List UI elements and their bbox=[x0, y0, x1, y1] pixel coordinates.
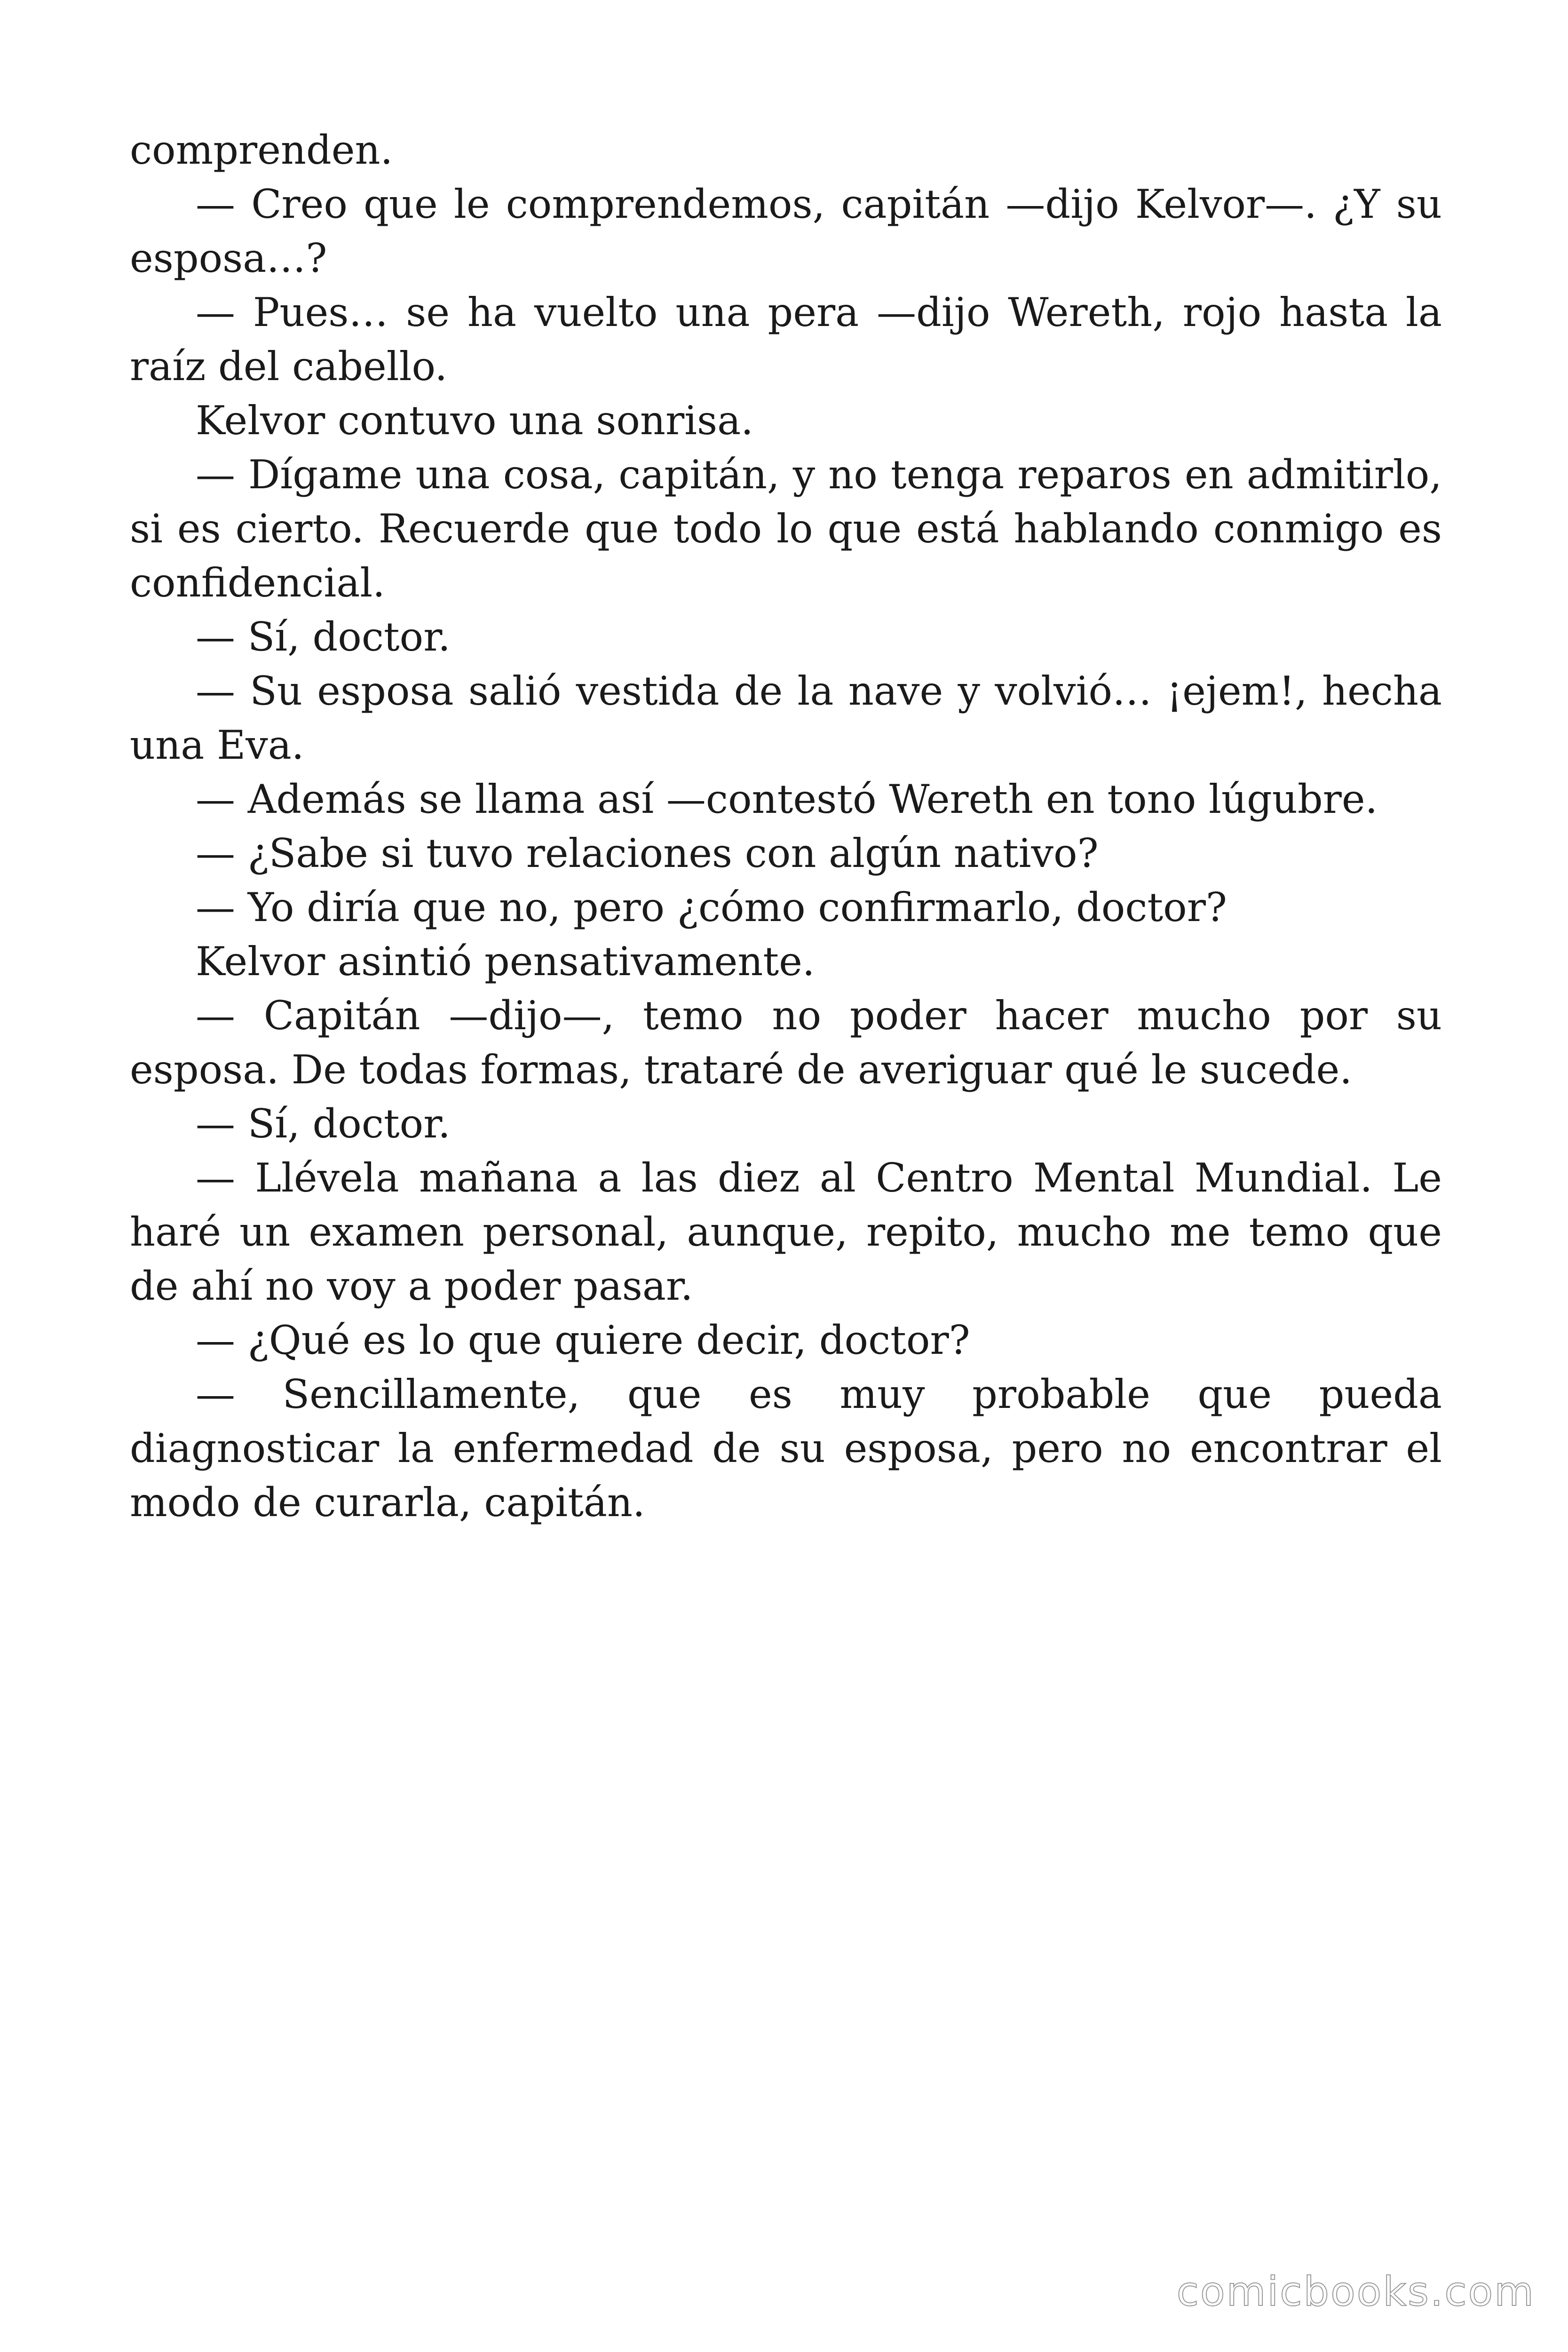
paragraph: — Dígame una cosa, capitán, y no tenga reparos en admitirlo, si es cierto. Recuerde que todo lo que está hablando conmigo es confidencial. bbox=[130, 452, 1442, 606]
paragraph: — ¿Sabe si tuvo relaciones con algún nativo? bbox=[196, 830, 1099, 876]
page-body bbox=[130, 123, 1442, 1530]
paragraph: — ¿Qué es lo que quiere decir, doctor? bbox=[196, 1317, 970, 1363]
paragraph: — Pues… se ha vuelto una pera —dijo Wereth, rojo hasta la raíz del cabello. bbox=[130, 289, 1442, 389]
paragraph: comprenden. bbox=[130, 127, 393, 173]
paragraph: — Además se llama así —contestó Wereth en tono lúgubre. bbox=[196, 776, 1378, 822]
paragraph: — Creo que le comprendemos, capitán —dijo Kelvor—. ¿Y su esposa…? bbox=[130, 181, 1442, 281]
paragraph: — Capitán —dijo—, temo no poder hacer mucho por su esposa. De todas formas, trataré de averiguar qué le sucede. bbox=[130, 993, 1442, 1093]
watermark: comicbooks.com bbox=[1176, 2268, 1535, 2315]
paragraph: — Su esposa salió vestida de la nave y volvió… ¡ejem!, hecha una Eva. bbox=[130, 668, 1442, 768]
paragraph: — Llévela mañana a las diez al Centro Mental Mundial. Le haré un examen personal, aunque, repito, mucho me temo que de ahí no voy a poder pasar. bbox=[130, 1155, 1442, 1309]
paragraph: — Yo diría que no, pero ¿cómo confirmarlo, doctor? bbox=[196, 884, 1227, 930]
paragraph: — Sencillamente, que es muy probable que pueda diagnosticar la enfermedad de su esposa, pero no encontrar el modo de curarla, capitán. bbox=[130, 1371, 1442, 1526]
paragraph: — Sí, doctor. bbox=[196, 614, 451, 660]
paragraph: Kelvor contuvo una sonrisa. bbox=[196, 397, 753, 444]
paragraph: Kelvor asintió pensativamente. bbox=[196, 938, 815, 985]
paragraph: — Sí, doctor. bbox=[196, 1101, 451, 1147]
